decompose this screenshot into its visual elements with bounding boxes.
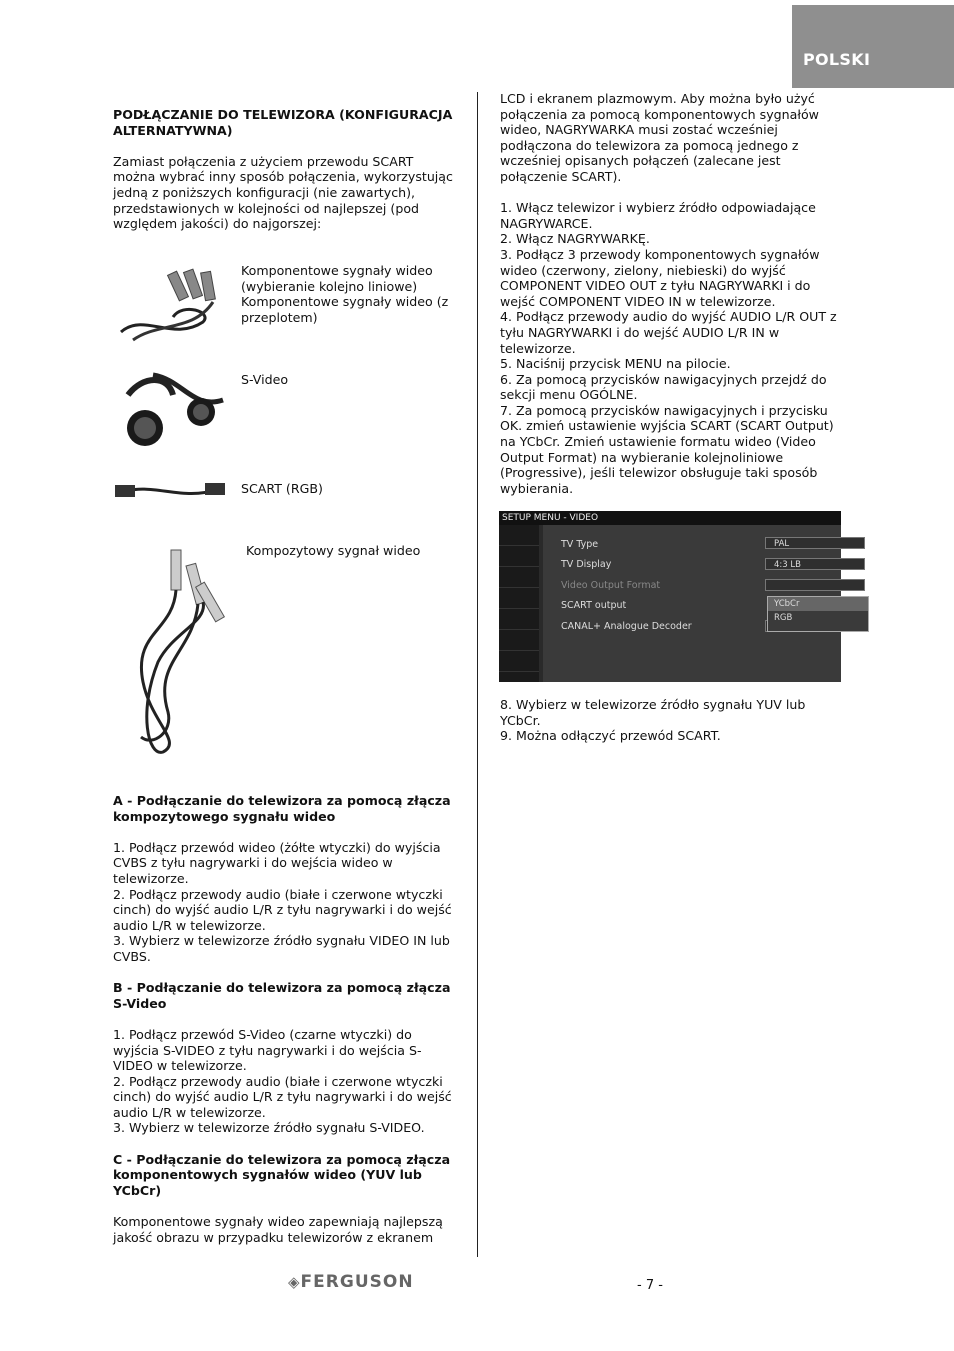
right-step-6: 6. Za pomocą przycisków nawigacyjnych przejdź do sekcji menu OGÓLNE.: [500, 371, 827, 403]
menu-row-label: TV Display: [561, 559, 612, 570]
section-a-step-2: 2. Podłącz przewody audio (białe i czerwone wtyczki cinch) do wyjść audio L/R z tyłu nagrywarki i do wejść audio L/R w telewizorze.: [113, 886, 452, 933]
right-step-7: 7. Za pomocą przycisków nawigacyjnych i przycisku OK. zmień ustawienie wyjścia SCART (SCART Output) na YCbCr. Zmień ustawienie formatu wideo (Video Output Format) na wybieranie kolejnoliniowe (Progressive), jeśli telewizor obsługuje taki sposób wybierania.: [500, 402, 834, 496]
right-step-5: 5. Naciśnij przycisk MENU na pilocie.: [500, 356, 731, 372]
menu-row-value: [765, 579, 865, 591]
right-column: [500, 91, 844, 496]
section-b-step-1: 1. Podłącz przewód S-Video (czarne wtyczki) do wyjścia S-VIDEO z tyłu nagrywarki i do wejścia S-VIDEO w telewizorze.: [113, 1026, 422, 1074]
section-a-title: A - Podłączanie do telewizora za pomocą złącza kompozytowego sygnału wideo: [113, 793, 451, 824]
s-video-cable-image: [113, 370, 228, 450]
language-icon: [499, 609, 539, 630]
component-cable-image: [113, 262, 228, 348]
section-title: PODŁĄCZANIE DO TELEWIZORA (KONFIGURACJA ALTERNATYWNA): [113, 107, 453, 138]
audio-icon: [499, 567, 539, 588]
display-icon: [499, 630, 539, 651]
composite-cable-image: [113, 542, 228, 760]
section-b-step-3: 3. Wybierz w telewizorze źródło sygnału S-VIDEO.: [113, 1120, 425, 1136]
brand-name: FERGUSON: [300, 1272, 414, 1292]
menu-row-label: SCART output: [561, 600, 627, 611]
setup-menu-screenshot: [499, 511, 841, 682]
menu-row-label: Video Output Format: [561, 580, 661, 591]
right-step-2: 2. Włącz NAGRYWARKĘ.: [500, 231, 650, 247]
option-component: Komponentowe sygnały wideo (wybieranie kolejno liniowe) Komponentowe sygnały wideo (z przeplotem): [241, 263, 449, 325]
left-column-bottom: [113, 793, 458, 1245]
right-step-9: 9. Można odłączyć przewód SCART.: [500, 728, 721, 744]
page-number: - 7 -: [637, 1278, 663, 1293]
section-b-step-2: 2. Podłącz przewody audio (białe i czerwone wtyczki cinch) do wyjść audio L/R z tyłu nagrywarki i do wejść audio L/R w telewizorze.: [113, 1073, 452, 1120]
menu-row-label: CANAL+ Analogue Decoder: [561, 621, 692, 632]
setup-menu-header: SETUP MENU - VIDEO: [499, 511, 841, 525]
right-step-1: 1. Włącz telewizor i wybierz źródło odpowiadające NAGRYWARCE.: [500, 200, 816, 231]
section-c-title: C - Podłączanie do telewizora za pomocą złącza komponentowych sygnałów wideo (YUV lub YCbCr): [113, 1151, 451, 1198]
setup-menu-icon-bar: [499, 525, 539, 682]
setup-menu-panel: [543, 525, 841, 682]
right-step-4: 4. Podłącz przewody audio do wyjść AUDIO L/R OUT z tyłu NAGRYWARKI i do wejść AUDIO L/R IN w telewizorze.: [500, 309, 837, 356]
intro-text: Zamiast połączenia z użyciem przewodu SCART można wybrać inny sposób połączenia, wykorzystując jedną z poniższych konfiguracji (nie zawartych), przedstawionych w kolejności od najlepszej (pod względem jakości) do najgorszej:: [113, 153, 453, 232]
section-c-text: Komponentowe sygnały wideo zapewniają najlepszą jakość obrazu w przypadku telewizorów z ekranem: [113, 1214, 443, 1245]
left-column-top: [113, 107, 458, 232]
option-s-video: S-Video: [241, 372, 289, 387]
settings-icon: [499, 525, 539, 546]
disc-icon: [499, 651, 539, 672]
section-a-step-1: 1. Podłącz przewód wideo (żółte wtyczki) do wyjścia CVBS z tyłu nagrywarki i do wejścia wideo w telewizorze.: [113, 839, 441, 886]
language-label: POLSKI: [803, 50, 871, 69]
dropdown-option: YCbCr: [768, 597, 868, 611]
option-scart: SCART (RGB): [241, 481, 323, 496]
scart-cable-image: [113, 477, 228, 507]
option-composite: Kompozytowy sygnał wideo: [246, 543, 421, 558]
menu-row-label: TV Type: [561, 539, 599, 550]
section-a-step-3: 3. Wybierz w telewizorze źródło sygnału VIDEO IN lub CVBS.: [113, 933, 450, 964]
scart-output-dropdown: [767, 596, 869, 632]
continued-text: LCD i ekranem plazmowym. Aby można było użyć połączenia za pomocą komponentowych sygnałów wideo, NAGRYWARKA musi zostać wcześniej podłączona do telewizora za pomocą jednego z wcześniej opisanych połączeń (zalecane jest połączenie SCART).: [500, 91, 819, 184]
menu-row-value: 4:3 LB: [765, 558, 865, 570]
video-icon: [499, 546, 539, 567]
signal-icon: [499, 588, 539, 609]
column-divider: [477, 92, 478, 1257]
dropdown-option: RGB: [774, 613, 793, 623]
ferguson-logo: [288, 1272, 414, 1292]
language-tab: [792, 5, 954, 88]
right-column-after-menu: [500, 697, 844, 744]
logo-mark-icon: ◈: [288, 1273, 301, 1291]
right-step-8: 8. Wybierz w telewizorze źródło sygnału YUV lub YCbCr.: [500, 697, 806, 728]
menu-row-value: PAL: [765, 537, 865, 549]
section-b-title: B - Podłączanie do telewizora za pomocą złącza S-Video: [113, 980, 451, 1011]
right-step-3: 3. Podłącz 3 przewody komponentowych sygnałów wideo (czerwony, zielony, niebieski) do wyjść COMPONENT VIDEO OUT z tyłu NAGRYWARKI i do wejść COMPONENT VIDEO IN w telewizorze.: [500, 246, 820, 309]
